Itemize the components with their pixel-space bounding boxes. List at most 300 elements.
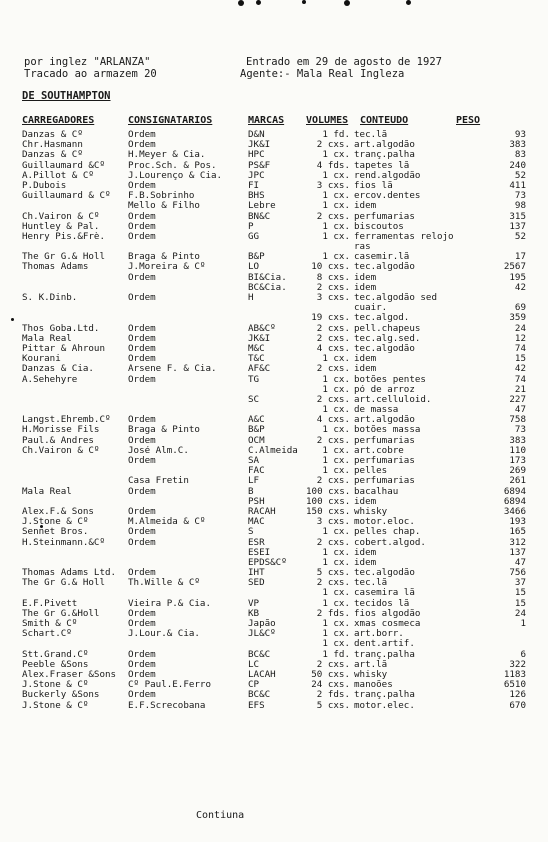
col-carregadores: CARREGADORES — [22, 115, 95, 126]
contents-cell: botões massa — [354, 425, 421, 436]
volumes-cell: 1 cx. — [322, 170, 350, 181]
volumes-cell: 1 cx. — [322, 384, 350, 395]
weight-cell: 261 — [509, 476, 526, 487]
volumes-cell: 1 cx. — [322, 456, 350, 466]
contents-cell: pelles chap. — [354, 527, 421, 538]
consignee-cell: Ordem — [128, 659, 156, 670]
weight-cell: 1 — [520, 619, 526, 629]
volumes-cell: 24 cxs. — [311, 680, 350, 691]
mark-cell: A&C — [248, 415, 265, 426]
consignee-cell: Arsene F. & Cia. — [128, 364, 217, 375]
weight-cell: 312 — [509, 537, 526, 548]
weight-cell: 126 — [509, 690, 526, 701]
volumes-cell: 8 cxs. — [316, 272, 350, 283]
weight-cell: 6894 — [503, 496, 526, 507]
col-conteudo: CONTEUDO — [360, 115, 409, 126]
weight-cell: 15 — [514, 588, 526, 599]
weight-cell: 12 — [514, 333, 526, 344]
weight-cell: 73 — [514, 425, 526, 436]
shipper-cell: Guillaumard & Cº — [22, 191, 111, 202]
consignee-cell: José Alm.C. — [128, 445, 189, 456]
shipper-cell: A.Sehehyre — [22, 374, 78, 385]
shipper-cell: Danzas & Cº — [22, 150, 83, 161]
ink-blot — [302, 0, 306, 4]
volumes-cell: 2 cxs. — [316, 282, 350, 293]
shipper-cell: Thos Goba.Ltd. — [22, 323, 100, 334]
table-row — [0, 517, 548, 527]
table-row — [0, 538, 548, 548]
shipper-cell: H.Morisse Fils — [22, 425, 100, 436]
mark-cell: JK&I — [248, 140, 271, 151]
mark-cell: LACAH — [248, 669, 276, 680]
weight-cell: 137 — [509, 547, 526, 558]
table-row — [0, 476, 548, 486]
volumes-cell: 2 cxs. — [316, 323, 350, 334]
weight-cell: 37 — [514, 578, 526, 589]
weight-cell: 173 — [509, 456, 526, 466]
volumes-cell: 2 cxs. — [316, 211, 350, 222]
mark-cell: SC — [248, 394, 260, 405]
mark-cell: AF&C — [248, 364, 271, 375]
shipper-cell: H.Steinmann.&Cº — [22, 537, 105, 548]
mark-cell: C.Almeida — [248, 445, 298, 456]
weight-cell: 83 — [514, 150, 526, 161]
mark-cell: HPC — [248, 150, 265, 161]
consignee-cell: Ordem — [128, 180, 156, 191]
weight-cell: 6894 — [503, 486, 526, 497]
mark-cell: VP — [248, 598, 260, 609]
weight-cell: 98 — [514, 201, 526, 212]
consignee-cell: Ordem — [128, 456, 156, 466]
volumes-cell: 2 cxs. — [316, 333, 350, 344]
mark-cell: Lebre — [248, 201, 276, 212]
shipper-cell: Alex.Fraser &Sons — [22, 669, 117, 680]
mark-cell: B — [248, 486, 254, 497]
volumes-cell: 1 cx. — [322, 201, 350, 212]
table-row — [0, 140, 548, 150]
weight-cell: 6510 — [503, 680, 526, 691]
volumes-cell: 1 cx. — [322, 445, 350, 456]
consignee-cell: Ordem — [128, 374, 156, 385]
warehouse-line: Tracado ao armazem 20 — [24, 68, 157, 80]
section-title: DE SOUTHAMPTON — [22, 90, 111, 102]
mark-cell: RACAH — [248, 506, 276, 517]
contents-cell: perfumarias — [354, 211, 415, 222]
consignee-cell: Ordem — [128, 415, 156, 426]
contents-cell: bacalhau — [354, 486, 399, 497]
consignee-cell: Ordem — [128, 231, 156, 242]
shipper-cell: A.Pillot & Cº — [22, 170, 94, 181]
contents-cell: tec.algodão — [354, 568, 415, 579]
volumes-cell: 3 cxs. — [316, 293, 350, 303]
contents-cell: perfumarias — [354, 456, 415, 466]
table-row — [0, 405, 548, 415]
ship-name-line: por inglez "ARLANZA" — [24, 56, 151, 68]
table-row — [0, 548, 548, 558]
table-row — [0, 425, 548, 435]
mark-cell: KB — [248, 608, 260, 619]
shipper-cell: Henry Pis.&Frè. — [22, 231, 105, 242]
table-row — [0, 354, 548, 364]
volumes-cell: 1 cx. — [322, 547, 350, 558]
table-row — [0, 262, 548, 272]
mark-cell: P — [248, 221, 254, 232]
volumes-cell: 1 cx. — [322, 191, 350, 202]
mark-cell: FI — [248, 180, 260, 191]
weight-cell: 195 — [509, 272, 526, 283]
contents-cell: motor.elec. — [354, 700, 415, 711]
volumes-cell: 1 cx. — [322, 231, 350, 242]
mark-cell: BHS — [248, 191, 265, 202]
table-row — [0, 629, 548, 639]
shipper-cell: Schart.Cº — [22, 629, 72, 640]
contents-cell: pelles — [354, 466, 388, 477]
table-row — [0, 181, 548, 191]
volumes-cell: 1 cx. — [322, 425, 350, 436]
mark-cell: LC — [248, 659, 260, 670]
table-row — [0, 201, 548, 211]
weight-cell: 165 — [509, 527, 526, 538]
consignee-cell: Ordem — [128, 669, 156, 680]
shipper-cell: The Gr G.& Holl — [22, 578, 105, 589]
contents-cell: tranç.palha — [354, 150, 415, 161]
volumes-cell: 2 cxs. — [316, 394, 350, 405]
mark-cell: FAC — [248, 466, 265, 477]
shipper-cell: The Gr G.& Holl — [22, 252, 105, 263]
volumes-cell: 2 cxs. — [316, 537, 350, 548]
mark-cell: BC&C — [248, 690, 271, 701]
consignee-cell: Ordem — [128, 211, 156, 222]
table-row — [0, 364, 548, 374]
consignee-cell: Ordem — [128, 608, 156, 619]
mark-cell: TG — [248, 374, 260, 385]
weight-cell: 193 — [509, 517, 526, 528]
shipper-cell: Danzas & Cº — [22, 130, 83, 140]
contents-cell: pó de arroz — [354, 384, 415, 395]
weight-cell: 670 — [509, 700, 526, 711]
contents-cell: tec.algodão — [354, 343, 415, 354]
shipper-cell: Chr.Hasmann — [22, 140, 83, 151]
weight-cell: 315 — [509, 211, 526, 222]
contents-cell: de massa — [354, 405, 399, 416]
weight-cell: 42 — [514, 282, 526, 293]
agent-line: Agente:- Mala Real Ingleza — [240, 68, 405, 80]
volumes-cell: 1 cx. — [322, 619, 350, 629]
shipper-cell: Alex.F.& Sons — [22, 506, 94, 517]
table-row — [0, 212, 548, 222]
weight-cell: 383 — [509, 435, 526, 446]
consignee-cell: Ordem — [128, 343, 156, 354]
volumes-cell: 1 cx. — [322, 466, 350, 477]
volumes-cell: 1 fd. — [322, 130, 350, 140]
consignee-cell: Ordem — [128, 323, 156, 334]
volumes-cell: 2 cxs. — [316, 659, 350, 670]
consignee-cell: Ordem — [128, 537, 156, 548]
shipper-cell: Mala Real — [22, 486, 72, 497]
table-row — [0, 313, 548, 323]
shipper-cell: Kourani — [22, 354, 61, 365]
ink-blot — [238, 0, 244, 6]
col-volumes: VOLUMES — [306, 115, 349, 126]
table-row — [0, 701, 548, 711]
table-row — [0, 324, 548, 334]
volumes-cell: 100 cxs. — [306, 496, 350, 507]
table-row — [0, 660, 548, 670]
contents-cell: cuair. — [354, 303, 388, 314]
consignee-cell: Ordem — [128, 333, 156, 344]
contents-cell: art.cobre — [354, 445, 404, 456]
weight-cell: 359 — [509, 313, 526, 324]
volumes-cell: 2 cxs. — [316, 476, 350, 487]
shipper-cell: Ch.Vairon & Cº — [22, 445, 100, 456]
consignee-cell: Casa Fretin — [128, 476, 189, 487]
table-row — [0, 344, 548, 354]
shipper-cell: Mala Real — [22, 333, 72, 344]
contents-cell: rend.algodão — [354, 170, 421, 181]
contents-cell: ras — [354, 242, 371, 253]
weight-cell: 2567 — [503, 262, 526, 273]
mark-cell: SA — [248, 456, 260, 466]
contents-cell: whisky — [354, 506, 388, 517]
shipper-cell: E.F.Pivett — [22, 598, 78, 609]
weight-cell: 756 — [509, 568, 526, 579]
volumes-cell: 1 cx. — [322, 221, 350, 232]
consignee-cell: Mello & Filho — [128, 201, 200, 212]
table-row — [0, 242, 548, 252]
shipper-cell: Guillaumard &Cº — [22, 160, 105, 171]
volumes-cell: 1 cx. — [322, 629, 350, 640]
consignee-cell: Ordem — [128, 506, 156, 517]
contents-cell: tec.algodão sed — [354, 293, 437, 303]
table-row — [0, 252, 548, 262]
table-row — [0, 232, 548, 242]
weight-cell: 21 — [514, 384, 526, 395]
contents-cell: idem — [354, 364, 377, 375]
mark-cell: LF — [248, 476, 260, 487]
mark-cell: JK&I — [248, 333, 271, 344]
mark-cell: B&P — [248, 425, 265, 436]
contents-cell: ferramentas relojo — [354, 231, 454, 242]
shipper-cell: P.Dubois — [22, 180, 67, 191]
weight-cell: 758 — [509, 415, 526, 426]
table-row — [0, 507, 548, 517]
contents-cell: art.algodão — [354, 140, 415, 151]
table-row — [0, 568, 548, 578]
contents-cell: botões pentes — [354, 374, 426, 385]
weight-cell: 74 — [514, 343, 526, 354]
consignee-cell: Vieira P.& Cia. — [128, 598, 211, 609]
weight-cell: 240 — [509, 160, 526, 171]
table-row — [0, 619, 548, 629]
volumes-cell: 1 cx. — [322, 374, 350, 385]
shipper-cell: Thomas Adams — [22, 262, 89, 273]
mark-cell: Japão — [248, 619, 276, 629]
table-row — [0, 527, 548, 537]
mark-cell: ESEI — [248, 547, 271, 558]
col-peso: PESO — [456, 115, 481, 126]
mark-cell: BC&C — [248, 649, 271, 660]
volumes-cell: 2 fds. — [316, 608, 350, 619]
ink-blot — [406, 0, 411, 5]
table-row — [0, 487, 548, 497]
entry-date-line: Entrado em 29 de agosto de 1927 — [246, 56, 442, 68]
table-row — [0, 171, 548, 181]
contents-cell: xmas cosmeca — [354, 619, 421, 629]
table-row — [0, 283, 548, 293]
consignee-cell: Ordem — [128, 130, 156, 140]
mark-cell: IHT — [248, 568, 265, 579]
volumes-cell: 2 cxs. — [316, 364, 350, 375]
col-marcas: MARCAS — [248, 115, 285, 126]
mark-cell: OCM — [248, 435, 265, 446]
weight-cell: 47 — [514, 405, 526, 416]
consignee-cell: Braga & Pinto — [128, 252, 200, 263]
contents-cell: tec.alg.sed. — [354, 333, 421, 344]
contents-cell: motor.eloc. — [354, 517, 415, 528]
mark-cell: BI&Cia. — [248, 272, 287, 283]
volumes-cell: 50 cxs. — [311, 669, 350, 680]
continua-footer: Contiuna — [196, 810, 245, 821]
table-row — [0, 639, 548, 649]
volumes-cell: 1 fd. — [322, 649, 350, 660]
shipper-cell: J.Stone & Cº — [22, 700, 89, 711]
weight-cell: 74 — [514, 374, 526, 385]
consignee-cell: Ordem — [128, 690, 156, 701]
contents-cell: tec.lã — [354, 578, 388, 589]
mark-cell: JPC — [248, 170, 265, 181]
volumes-cell: 10 cxs. — [311, 262, 350, 273]
weight-cell: 24 — [514, 323, 526, 334]
consignee-cell: J.Lourenço & Cia. — [128, 170, 223, 181]
consignee-cell: Ordem — [128, 293, 156, 303]
shipper-cell: S. K.Dinb. — [22, 293, 78, 303]
volumes-cell: 4 fds. — [316, 160, 350, 171]
shipper-cell: Danzas & Cia. — [22, 364, 94, 375]
consignee-cell: Ordem — [128, 486, 156, 497]
weight-cell: 52 — [514, 231, 526, 242]
consignee-cell: Ordem — [128, 221, 156, 232]
weight-cell: 93 — [514, 130, 526, 140]
mark-cell: BN&C — [248, 211, 271, 222]
shipper-cell: Huntley & Pal. — [22, 221, 100, 232]
contents-cell: art.lã — [354, 659, 388, 670]
shipper-cell: Pittar & Ahroun — [22, 343, 105, 354]
contents-cell: pell.chapeus — [354, 323, 421, 334]
weight-cell: 52 — [514, 170, 526, 181]
mark-cell: EPDS&Cº — [248, 557, 287, 568]
table-row — [0, 375, 548, 385]
table-row — [0, 456, 548, 466]
contents-cell: cobert.algod. — [354, 537, 426, 548]
mark-cell: BC&Cia. — [248, 282, 287, 293]
table-row — [0, 303, 548, 313]
contents-cell: casemira lã — [354, 588, 415, 599]
weight-cell: 73 — [514, 191, 526, 202]
weight-cell: 6 — [520, 649, 526, 660]
table-row — [0, 466, 548, 476]
weight-cell: 110 — [509, 445, 526, 456]
mark-cell: MAC — [248, 517, 265, 528]
table-row — [0, 130, 548, 140]
volumes-cell: 100 cxs. — [306, 486, 350, 497]
table-row — [0, 293, 548, 303]
volumes-cell: 2 cxs. — [316, 140, 350, 151]
consignee-cell: Ordem — [128, 140, 156, 151]
weight-cell: 227 — [509, 394, 526, 405]
shipper-cell: Ch.Vairon & Cº — [22, 211, 100, 222]
contents-cell: dent.artif. — [354, 639, 415, 650]
weight-cell: 17 — [514, 252, 526, 263]
volumes-cell: 19 cxs. — [311, 313, 350, 324]
contents-cell: art.borr. — [354, 629, 404, 640]
table-row — [0, 222, 548, 232]
table-row — [0, 558, 548, 568]
volumes-cell: 5 cxs. — [316, 700, 350, 711]
volumes-cell: 1 cx. — [322, 252, 350, 263]
table-row — [0, 690, 548, 700]
volumes-cell: 2 cxs. — [316, 578, 350, 589]
weight-cell: 3466 — [503, 506, 526, 517]
consignee-cell: J.Lour.& Cia. — [128, 629, 200, 640]
mark-cell: H — [248, 293, 254, 303]
consignee-cell: Ordem — [128, 649, 156, 660]
contents-cell: fios algodão — [354, 608, 421, 619]
table-row — [0, 436, 548, 446]
weight-cell: 15 — [514, 598, 526, 609]
mark-cell: ESR — [248, 537, 265, 548]
volumes-cell: 3 cxs. — [316, 180, 350, 191]
weight-cell: 69 — [514, 303, 526, 314]
volumes-cell: 1 cx. — [322, 639, 350, 650]
volumes-cell: 5 cxs. — [316, 568, 350, 579]
mark-cell: GG — [248, 231, 260, 242]
ink-blot — [256, 0, 261, 5]
contents-cell: biscoutos — [354, 221, 404, 232]
weight-cell: 47 — [514, 557, 526, 568]
contents-cell: idem — [354, 201, 377, 212]
volumes-cell: 1 cx. — [322, 527, 350, 538]
shipper-cell: Peeble &Sons — [22, 659, 89, 670]
mark-cell: JL&Cº — [248, 629, 276, 640]
manifest-table — [0, 130, 548, 711]
table-row — [0, 385, 548, 395]
consignee-cell: Proc.Sch. & Pos. — [128, 160, 217, 171]
contents-cell: manoões — [354, 680, 393, 691]
consignee-cell: E.F.Screcobana — [128, 700, 206, 711]
table-row — [0, 150, 548, 160]
shipper-cell: Sennet Bros. — [22, 527, 89, 538]
table-row — [0, 497, 548, 507]
contents-cell: idem — [354, 557, 377, 568]
consignee-cell: Cº Paul.E.Ferro — [128, 680, 211, 691]
mark-cell: AB&Cº — [248, 323, 276, 334]
table-row — [0, 273, 548, 283]
consignee-cell: Braga & Pinto — [128, 425, 200, 436]
shipper-cell: The Gr G.&Holl — [22, 608, 100, 619]
contents-cell: perfumarias — [354, 435, 415, 446]
contents-cell: idem — [354, 496, 377, 507]
shipper-cell: J.Stone & Cº — [22, 680, 89, 691]
consignee-cell: Ordem — [128, 619, 156, 629]
weight-cell: 15 — [514, 354, 526, 365]
table-row — [0, 588, 548, 598]
contents-cell: idem — [354, 547, 377, 558]
consignee-cell: Th.Wille & Cº — [128, 578, 200, 589]
weight-cell: 24 — [514, 608, 526, 619]
contents-cell: tranç.palha — [354, 649, 415, 660]
volumes-cell: 1 cx. — [322, 598, 350, 609]
shipper-cell: Langst.Ehremb.Cº — [22, 415, 111, 426]
